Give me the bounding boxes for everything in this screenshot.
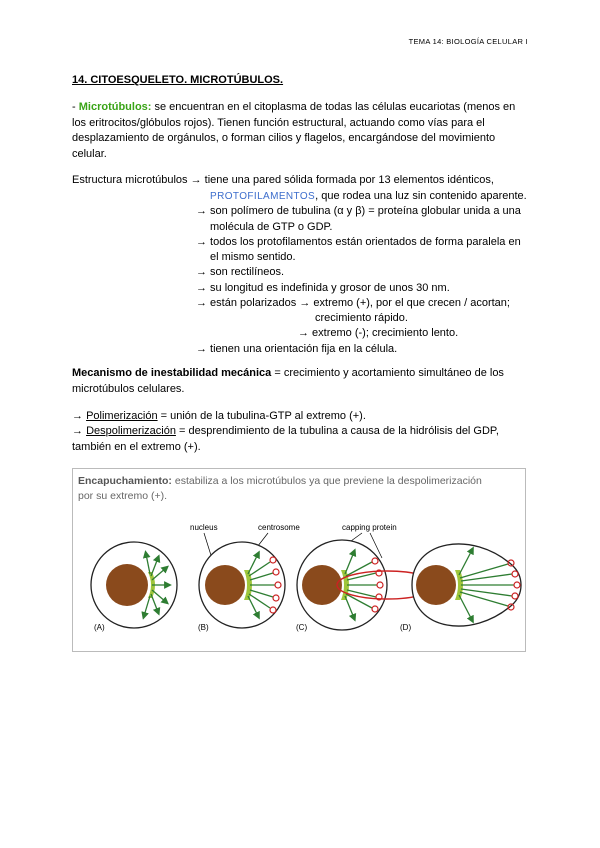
structure-item: → tienen una orientación fija en la célula. (196, 343, 398, 355)
structure-item: molécula de GTP o GDP. (210, 221, 333, 233)
structure-item: → son rectilíneos. (196, 266, 285, 278)
structure-item: → son polímero de tubulina (α y β) = proteína globular unida a una (196, 205, 521, 217)
intro-paragraph (72, 100, 528, 162)
structure-item: → extremo (-); crecimiento lento. (298, 327, 459, 339)
mechanism-paragraph (72, 366, 528, 397)
label-nucleus: nucleus (190, 523, 218, 532)
nucleus (416, 565, 456, 605)
section-title: 14. CITOESQUELETO. MICROTÚBULOS. (72, 74, 284, 86)
structure-protofilamentos-line (210, 189, 527, 205)
label-a: (A) (94, 623, 105, 632)
term-despolimerizacion: Despolimerización (86, 425, 176, 437)
intro-line-1: se encuentran en el citoplasma de todas las células eucariotas (menos en (151, 101, 516, 113)
encapuchamiento-rest-2: por su extremo (+). (78, 489, 167, 502)
label-b: (B) (198, 623, 209, 632)
structure-item: el mismo sentido. (210, 251, 296, 263)
page-header: TEMA 14: BIOLOGÍA CELULAR I (408, 37, 528, 46)
label-centrosome: centrosome (258, 523, 300, 532)
cell-a (91, 542, 177, 632)
despolimerizacion-rest-2: también en el extremo (+). (72, 440, 201, 453)
term-encapuchamiento: Encapuchamiento: (78, 475, 172, 487)
polimerizacion-line (72, 409, 366, 425)
despolimerizacion-rest-1: = desprendimiento de la tubulina a causa de la hidrólisis del GDP, (175, 425, 499, 437)
cell-b (198, 542, 285, 632)
structure-item: → su longitud es indefinida y grosor de unos 30 nm. (196, 282, 450, 294)
label-d: (D) (400, 623, 412, 632)
intro-line-3: desplazamiento de orgánulos, o forman cilios y flagelos, encargándose del movimiento (72, 132, 496, 144)
mechanism-rest-2: microtúbulos celulares. (72, 382, 185, 395)
protofilamentos-rest: , que rodea una luz sin contenido aparente. (315, 190, 527, 202)
mechanism-rest-1: = crecimiento y acortamiento simultáneo de los (271, 367, 504, 379)
term-protofilamentos: PROTOFILAMENTOS (210, 191, 316, 202)
nucleus (106, 564, 148, 606)
encapuchamiento-text (78, 474, 518, 503)
structure-item: → todos los protofilamentos están orientados de forma paralela en (196, 236, 521, 248)
polimerizacion-rest: = unión de la tubulina-GTP al extremo (+). (157, 410, 366, 422)
despolimerizacion-paragraph (72, 424, 528, 455)
encapuchamiento-rest-1: estabiliza a los microtúbulos ya que previene la despolimerización (171, 475, 482, 487)
nucleus (205, 565, 245, 605)
structure-item: → están polarizados → extremo (+), por el que crecen / acortan; (196, 297, 510, 309)
intro-line-4: celular. (72, 147, 107, 160)
intro-bullet: - (72, 101, 79, 113)
intro-line-2: los eritrocitos/glóbulos rojos). Tienen función estructural, actuando como vías para el (72, 116, 485, 129)
structure-lead: Estructura microtúbulos → tiene una pared sólida formada por 13 elementos idénticos, (72, 174, 494, 186)
cell-d (400, 544, 521, 632)
label-c: (C) (296, 623, 308, 632)
cell-c (296, 540, 387, 632)
capping-figure (72, 510, 526, 650)
term-microtubulos: Microtúbulos: (78, 101, 152, 113)
term-polimerizacion: Polimerización (86, 410, 158, 422)
structure-item: crecimiento rápido. (315, 312, 408, 324)
nucleus (302, 565, 342, 605)
label-capping-protein: capping protein (342, 523, 397, 532)
term-mecanismo: Mecanismo de inestabilidad mecánica (72, 367, 272, 379)
despolimerizacion-arrow: → (72, 425, 87, 437)
polimerizacion-arrow: → (72, 410, 87, 422)
